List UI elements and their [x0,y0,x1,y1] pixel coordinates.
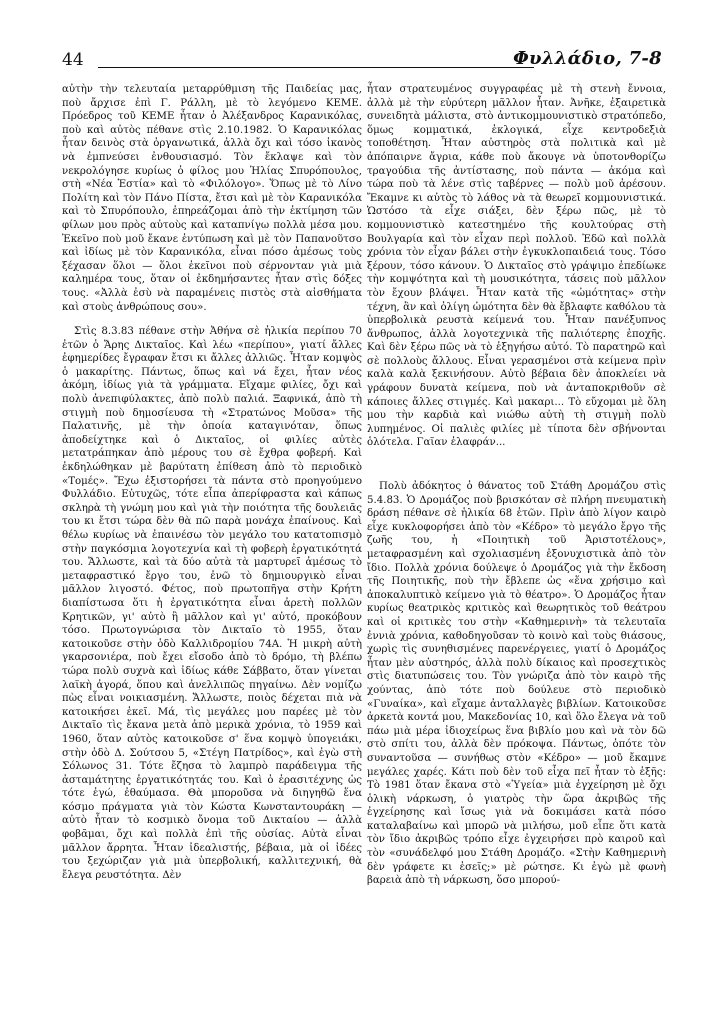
left-column [62,83,362,882]
page-header [62,50,662,76]
header-rule [98,67,534,68]
paragraph-diktaios-obituary: Στὶς 8.3.83 πέθανε στὴν Ἀθήνα σὲ ἡλικία περίπου 70 ἐτῶν ὁ Ἄρης Δικταῖος. Καὶ λέω «περίπου», γιατί ἄλλες ἐφημερίδες ἔγραφαν ἔτσι κι ἄλλες ἀλλιῶς. Ἦταν κομψὸς ὁ μακαρίτης. Πάντως, ὅπως καὶ νά ἔχει, ἦταν νέος ἀκόμη, ἰδίως γιὰ τὰ γράμματα. Εἴχαμε φιλίες, ὄχι καὶ πολὺ ἀνεπιφύλακτες, ἀπὸ πολὺ παλιά. Ξαφνικά, ἀπὸ τὴ στιγμὴ ποὺ δημοσίευσα τὴ «Στρατώνος Μοῦσα» τῆς Παλατινῆς, μὲ τὴν ὁποία καταγινόταν, ὅπως ἀποδείχτηκε καὶ ὁ Δικταῖος, οἱ φιλίες αὐτὲς μετατράπηκαν ἀπὸ μέρους του σὲ ἔχθρα φοβερή. Καὶ ἐκδηλώθηκαν μὲ βαρύτατη ἐπίθεση ἀπὸ τὸ περιοδικὸ «Τομές». Ἔχω ἐξιστορήσει τὰ πάντα στὸ προηγούμενο Φυλλάδιο. Εὐτυχῶς, τότε εἶπα ἀπερίφραστα καὶ κάπως σκληρὰ τὴ γνώμη μου καὶ γιὰ τὴν ποιότητα τῆς δουλειᾶς του κι ἔτσι τώρα δὲν θὰ πῶ παρὰ μονάχα ἐπαίνους. Καὶ θέλω κυρίως νὰ ἐπαινέσω τὸν μεγάλο του κατατοπισμὸ στὴν παγκόσμια λογοτεχνία καὶ τὴ φοβερὴ ἐργατικότητά του. Ἄλλωστε, καὶ τὰ δύο αὐτὰ τὰ μαρτυρεῖ ἀμέσως τὸ μεταφραστικό ἔργο του, ἐνῶ τὸ δημιουργικὸ εἶναι μᾶλλον λιγοστό. Φέτος, ποὺ πρωτοπῆγα στὴν Κρήτη διαπίστωσα ὅτι ἡ ἐργατικότητα εἶναι ἀρετὴ πολλῶν Κρητικῶν, γι' αὐτὸ ἢ μᾶλλον καὶ γι' αὐτό, προκόβουν τόσο. Πρωτογνώρισα τὸν Δικταῖο τὸ 1955, ὅταν κατοικοῦσε στὴν ὁδὸ Καλλιδρομίου 74Α. Ἡ μικρὴ αὐτὴ γκαρσονιέρα, ποὺ ἔχει εἴσοδο ἀπὸ τὸ δρόμο, τὴ βλέπω τώρα πολὺ συχνὰ καὶ ἰδίως κάθε Σάββατο, ὅταν γίνεται λαϊκὴ ἀγορά, ὅπου καὶ ἀνελλιπῶς πηγαίνω. Δὲν νομίζω πὼς εἶναι νοικιασμένη. Ἄλλωστε, ποιὸς δέχεται πιὰ νὰ κατοικήσει ἐκεῖ. Μά, τὶς μεγάλες μου παρέες μὲ τὸν Δικταῖο τὶς ἔκανα μετὰ ἀπὸ μερικὰ χρόνια, τὸ 1959 καὶ 1960, ὅταν αὐτὸς κατοικοῦσε σ' ἕνα κομψὸ ὑπογειάκι, στὴν ὁδὸ Δ. Σούτσου 5, «Στέγη Πατρίδος», καὶ ἐγὼ στὴ Σόλωνος 31. Τότε ἔζησα τὸ λαμπρὸ παράδειγμα τῆς ἀσταμάτητης ἐργατικότητάς του. Καὶ ὁ ἐρασιτέχνης ὡς τότε ἐγώ, ἐθαύμασα. Θὰ μποροῦσα νὰ διηγηθῶ ἕνα κόσμο πράγματα γιὰ τὸν Κώστα Κωνσταντουράκη — αὐτὸ ἦταν τὸ κοσμικὸ ὄνομα τοῦ Δικταίου — ἀλλὰ φοβᾶμαι, ὄχι καὶ πολλὰ ἐπὶ τῆς οὐσίας. Αὐτὰ εἶναι μᾶλλον ἄρρητα. Ἦταν ἰδεαλιστής, βέβαια, μὰ οἱ ἰδέες του ξεχώριζαν γιὰ μιὰ ὑπερβολική, καλλιτεχνική, θὰ ἔλεγα ρευστότητα. Δὲν [62,326,362,881]
paragraph-diktaios-continued: ἦταν στρατευμένος συγγραφέας μὲ τὴ στενὴ ἔννοια, ἀλλὰ μὲ τὴν εὐρύτερη μᾶλλον ἦταν. Ἀνῆκε, ἐξαιρετικὰ συνειδητὰ μάλιστα, στὸ ἀντικομμουνιστικὸ στρατόπεδο, ὅμως κομματικά, ἐκλογικά, εἶχε κεντροδεξιὰ τοποθέτηση. Ἦταν αὐστηρὸς στὰ πολιτικὰ καὶ μὲ ἀπόπαιρνε ἄγρια, κάθε ποὺ ἄκουγε νὰ ὑποτονθορίζω τραγούδια τῆς ἀντίστασης, ποὺ πάντα — ἀκόμα καὶ τώρα ποὺ τὰ λένε στὶς ταβέρνες — πολὺ μοῦ ἀρέσουν. Ἔκαμνε κι αὐτὸς τὸ λάθος νὰ τὰ θεωρεῖ κομμουνιστικά. Ὡστόσο τὰ εἶχε σιάξει, δὲν ξέρω πῶς, μὲ τὸ κομμουνιστικὸ κατεστημένο τῆς κουλτούρας στὴ Βουλγαρία καὶ τὸν εἶχαν περὶ πολλοῦ. Ἐδῶ καὶ πολλὰ χρόνια τὸν εἶχαν βάλει στὴν ἐγκυκλοπαιδειά τους. Τόσο ξέρουν, τόσο κάνουν. Ὁ Δικταῖος στὸ γράψιμο ἐπεδίωκε τὴν κομψότητα καὶ τὴ μουσικότητα, τάσεις ποὺ μᾶλλον τὸν ἔχουν βλάψει. Ἦταν κατὰ τῆς «ὠμότητας» στὴν τέχνη, ἂν καὶ ὀλίγη ὠμότητα δὲν θὰ ἔβλαφτε καθόλου τὰ ὑπερβολικὰ ρευστὰ κείμενά του. Ἦταν πανέξυπνος ἄνθρωπος, ἀλλὰ λογοτεχνικὰ τῆς παλιότερης ἐποχῆς. Καὶ δὲν ξέρω πῶς νὰ τὸ ἐξηγήσω αὐτό. Τὸ παρατηρῶ καὶ σὲ πολλοὺς ἄλλους. Εἶναι γερασμένοι στὰ κείμενα πρὶν καλὰ καλὰ ξεκινήσουν. Αὐτὸ βέβαια δὲν ἀποκλείει νὰ γράφουν δυνατὰ κείμενα, ποὺ νὰ ἀνταποκριθοῦν σὲ κάποιες ἄλλες στιγμές. Καὶ μακαρι... Τὸ εὔχομαι μὲ ὅλη μου τὴν καρδιὰ καὶ νιώθω αὐτὴ τὴ στιγμὴ πολὺ λυπημένος. Οἱ παλιὲς φιλίες μὲ τίποτα δὲν σβήνονται ὁλότελα. Γαῖαν ἐλαφράν... [367,84,666,449]
paragraph-education-reform: αὐτὴν τὴν τελευταία μεταρρύθμιση τῆς Παιδείας μας, ποὺ ἄρχισε ἐπὶ Γ. Ράλλη, μὲ τὸ λεγόμενο ΚΕΜΕ. Πρόεδρος τοῦ ΚΕΜΕ ἦταν ὁ Ἀλέξανδρος Καρανικόλας, ποὺ καὶ αὐτὸς πέθανε στὶς 2.10.1982. Ὁ Καρανικόλας ἦταν δεινὸς στὰ ὀργανωτικά, ἀλλὰ ὄχι καὶ τόσο ἱκανὸς νὰ ἐμπνεύσει ἐνθουσιασμό. Τὸν ἔκλαψε καὶ τὸν νεκρολόγησε κυρίως ὁ φίλος μου Ἠλίας Σπυρόπουλος, στὴ «Νέα Ἑστία» καὶ τὸ «Φιλόλογο». Ὅπως μὲ τὸ Λίνο Πολίτη καὶ τὸν Πάνο Πίστα, ἔτσι καὶ μὲ τὸν Καρανικόλα καὶ τὸ Σπυρόπουλο, ἐπηρεάζομαι ἀπὸ τὴν ἐκτίμηση τῶν φίλων μου πρὸς αὐτοὺς καὶ καταπνίγω πολλὰ μέσα μου. Ἐκεῖνο ποὺ μοῦ ἔκανε ἐντύπωση καὶ μὲ τὸν Παπανοῦτσο καὶ ἰδίως μὲ τὸν Καρανικόλα, εἶναι πόσο ἀμέσως τοὺς ξέχασαν ὅλοι — ὅλοι ἐκεῖνοι ποὺ σέρνονταν γιὰ μιὰ καλημέρα τους, ὅταν οἱ ἐκδημήσαντες ἦταν στὶς δόξες τους. «Ἀλλὰ ἐσὺ νὰ παραμένεις πιστὸς στὰ αἰσθήματα καὶ στοὺς ἀνθρώπους σου». [62,84,362,313]
paragraph-dromazos-obituary: Πολὺ ἀδόκητος ὁ θάνατος τοῦ Στάθη Δρομάζου στὶς 5.4.83. Ὁ Δρομάζος ποὺ βρισκόταν σὲ πλήρη πνευματικὴ δράση πέθανε σὲ ἡλικία 68 ἐτῶν. Πρὶν ἀπὸ λίγον καιρὸ εἶχε κυκλοφορήσει ἀπὸ τὸν «Κέδρο» τὸ μεγάλο ἔργο τῆς ζωῆς του, ἡ «Ποιητικὴ τοῦ Ἀριστοτέλους», μεταφρασμένη καὶ σχολιασμένη ἐξονυχιστικὰ ἀπὸ τὸν ἴδιο. Πολλὰ χρόνια δούλεψε ὁ Δρομάζος γιὰ τὴν ἔκδοση τῆς Ποιητικῆς, ποὺ τὴν ἔβλεπε ὡς «ἕνα χρήσιμο καὶ ἀποκαλυπτικὸ κείμενο γιὰ τὸ θέατρο». Ὁ Δρομάζος ἦταν κυρίως θεατρικὸς κριτικὸς καὶ θεωρητικὸς τοῦ θεάτρου καὶ οἱ κριτικὲς του στὴν «Καθημερινὴ» τὰ τελευταῖα ἐννιὰ χρόνια, καθοδηγοῦσαν τὸ κοινὸ καὶ τοὺς θιάσους, χωρὶς τὶς συνηθισμένες παρενέργειες, γιατί ὁ Δρομάζος ἦταν μὲν αὐστηρός, ἀλλὰ πολὺ δίκαιος καὶ προσεχτικὸς στὶς διατυπώσεις του. Τὸν γνώριζα ἀπὸ τὸν καιρὸ τῆς χούντας, ἀπὸ τότε ποὺ δούλευε στὸ περιοδικὸ «Γυναίκα», καὶ εἴχαμε ἀνταλλαγὲς βιβλίων. Κατοικοῦσε ἀρκετὰ κοντά μου, Μακεδονίας 10, καὶ ὅλο ἔλεγα νὰ τοῦ πάω μιὰ μέρα ἰδιοχείρως ἕνα βιβλίο μου καὶ νὰ τὸν δῶ στὸ σπίτι του, ἀλλὰ δὲν πρόκοψα. Πάντως, ὁπότε τὸν συναντοῦσα — συνήθως στὸν «Κέδρο» — μοῦ ἔκαμνε μεγάλες χαρές. Κάτι ποὺ δὲν τοῦ εἶχα πεῖ ἦταν τὸ ἑξῆς: Τὸ 1981 ὅταν ἔκανα στὸ «Ὑγεία» μιὰ ἐγχείρηση μὲ ὄχι ὁλικὴ νάρκωση, ὁ γιατρὸς τὴν ὥρα ἀκριβῶς τῆς ἐγχείρησης καὶ ἴσως γιὰ νὰ δοκιμάσει κατὰ πόσο καταλαβαίνω καὶ μπορῶ νὰ μιλήσω, μοῦ εἶπε ὅτι κατὰ τὸν ἴδιο ἀκριβῶς τρόπο εἶχε ἐγχειρήσει πρὸ καιροῦ καὶ τὸν «συνάδελφό μου Στάθη Δρομάζο. «Στὴν Καθημερινὴ δὲν γράφετε κι ἐσεῖς;» μὲ ρώτησε. Κι ἐγὼ μὲ φωνὴ βαρειὰ ἀπὸ τὴ νάρκωση, ὅσο μπορού- [367,481,666,887]
page-number: 44 [62,50,84,70]
right-column [367,83,666,888]
journal-title: Φυλλάδιο, 7-8 [513,48,662,69]
